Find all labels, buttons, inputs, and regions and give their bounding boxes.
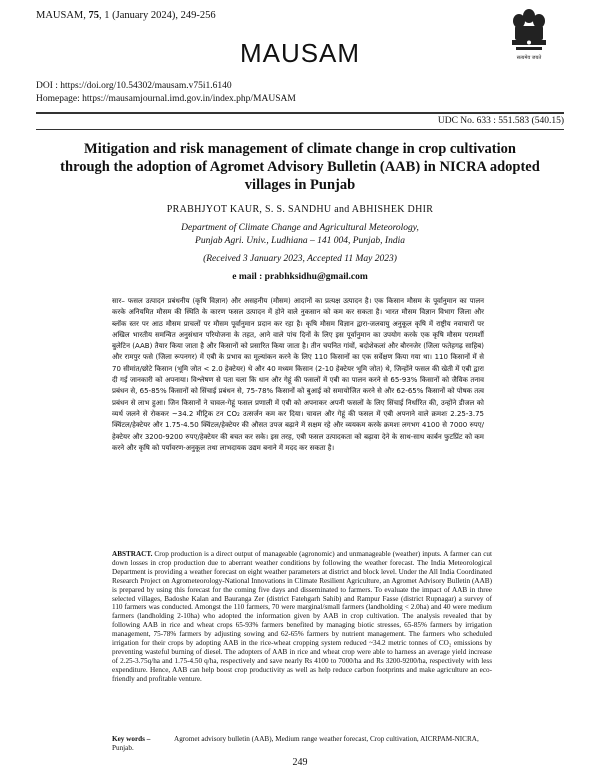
doi-block xyxy=(36,80,296,105)
header-rule xyxy=(36,112,564,114)
abstract-label: ABSTRACT. xyxy=(112,550,153,558)
english-abstract xyxy=(112,550,492,684)
journal-name: MAUSAM xyxy=(239,38,361,68)
hindi-abstract: सार– फसल उत्पादन प्रबंधनीय (कृषि विज्ञान) और असहनीय (मौसम) आदानों का प्रत्यक्ष उत्पादन है। एक किसान मौसम के पूर्वानुमान का पालन करके अनियमित मौसम की स्थिति के कारण फसल उत्पादन में होने वाले नुकसान को कम कर सकता है। भारत मौसम विज्ञान विभाग जिला और ब्लॉक स्तर पर आठ मौसम प्राचलों पर मौसम पूर्वानुमान प्रदान कर रहा है। कृषि मौसम विज्ञान द्वारा-जलवायु अनुकूल कृषि में राष्ट्रीय नवाचारों पर अखिल भारतीय समन्वित अनुसंधान परियोजना के तहत, आने वाले पांच दिनों के लिए इस पूर्वानुमान का उपयोग करके एक कृषि मौसम परामर्शी बुलेटिन (AAB) तैयार किया जाता है और किसानों को प्रसारित किया जाता है। तीन चयनित गांवों, बदोशेकलां और बौरनजेर (जिला फतेहगढ़ साहिब) और रामपुर फसे (जिला रूपनगर) में एबी के प्रभाव का मूल्यांकन करने के लिए 110 किसानों का एक सर्वेक्षण किया गया था। 110 किसानों में से 70 सीमांत/छोटे किसान (भूमि जोत < 2.0 हेक्टेयर) थे और 40 मध्यम किसान (2-10 हेक्टेयर भूमि जोत) थे, जिन्होंने फसल की खेती में एबी द्वारा दी गई जानकारी को अपनाया। विश्लेषण से पता चला कि धान और गेहूं की फसलों में एबी का पालन करने से 65-93% किसानों को जैविक तनाव प्रबंधन से, 65-85% किसानों को सिंचाई प्रबंधन से, 75-78% किसानों को बुआई को समायोजित करने से और 62-65% किसानों को पोषक तत्व प्रबंधन से लाभ हुआ। जिन किसानों ने चावल-गेहूं फसल प्रणाली में एबी को अपनाकर अपनी फसलों के लिए सिंचाई निर्धारित की, उन्होंने डीजल को व्यर्थ जलने से रोककर ~34.2 मीट्रिक टन CO₂ उत्सर्जन कम कर दिया। चावल और गेहूं की फसल में एबी अपनाने वाले क्रमशः 2.25-3.75 क्विंटल/हेक्टेयर और 1.75-4.50 क्विंटल/हेक्टेयर की औसत उपज बढ़ाने में सक्षम रहे और व्ययकम करके क्रमशः लगभग 4100 से 7000 रुपए/हेक्टेयर और 3200-9200 रुपए/हेक्टेयर की बचत कर सके। इस तरह, एबी फसल उत्पादकता को बढ़ावा देने के साथ-साथ कार्बन फुटप्रिंट को कम करने और कृषि को पर्यावरण-अनुकूल तथा लाभदायक उद्यम बनाने में मदद कर सकता है। xyxy=(112,297,484,452)
affiliation xyxy=(0,222,600,248)
keywords-text: Agromet advisory bulletin (AAB), Medium range weather forecast, Crop cultivation, AICRPAM-NICRA, Punjab. xyxy=(112,735,479,752)
national-emblem-icon xyxy=(506,6,552,64)
author-list: PRABHJYOT KAUR, S. S. SANDHU and ABHISHEK DHIR xyxy=(166,204,434,215)
udc-number: UDC No. 633 : 551.583 (540.15) xyxy=(437,116,564,126)
svg-text:सत्यमेव जयते: सत्यमेव जयते xyxy=(516,55,542,61)
affiliation-line-1: Department of Climate Change and Agricultural Meteorology, xyxy=(181,223,419,233)
author-email[interactable]: e mail : prabhksidhu@gmail.com xyxy=(232,272,368,282)
affiliation-line-2: Punjab Agri. Univ., Ludhiana – 141 004, Punjab, India xyxy=(195,236,405,246)
homepage-link[interactable]: Homepage: https://mausamjournal.imd.gov.in/index.php/MAUSAM xyxy=(36,93,296,104)
running-header-citation: MAUSAM, 75, 1 (January 2024), 249-256 xyxy=(36,10,216,21)
page-number: 249 xyxy=(292,757,308,768)
keywords xyxy=(112,735,492,753)
article-title: Mitigation and risk management of climate change in crop cultivation through the adoption of Agromet Advisory Bulletin (AAB) in NICRA adopted villages in Punjab xyxy=(60,141,540,193)
keywords-label: Key words – xyxy=(112,735,151,743)
doi-link[interactable]: DOI : https://doi.org/10.54302/mausam.v75i1.6140 xyxy=(36,81,232,91)
abstract-text: Crop production is a direct output of manageable (agronomic) and unmanageable (weather) inputs. A farmer can cut down losses in crop production due to aberrant weather conditions by following the weather forecast. The India Meteorological Department is providing a weather forecast on eight weather parameters at district and block level. Under the All India Coordinated Research Project on Agrometeorology-National Innovations in Climate Resilient Agriculture, an Agromet Advisory Bulletin (AAB) is prepared by using this forecast for the coming five days and disseminated to farmers. To evaluate the impact of AAB in three selected villages, Badoshe Kalan and Bauranga Zer (district Fatehgarh Sahib) and Rampur Fasse (district Rupnagar) a survey of 110 farmers was conducted. Amongst the 110 farmers, 70 were marginal/small farmers (landholding < 2.0ha) and 40 were medium farmers (landholding 2-10ha) who adopted the information given by AAB in crop cultivation. The analysis revealed that by following AAB in rice and wheat crops 65-93% farmers benefited by managing biotic stresses, 65-85% farmers by irrigation management, 75-78% farmers by adjusting sowing and 62-65% farmers by nutrient management. The farmers who scheduled irrigation for their crops by adopting AAB in the rice-wheat cropping system reduced ~34.2 metric tonnes of CO₂ emissions by preventing wasteful burning of diesel. The adopters of AAB in rice and wheat crop were able to harness an average yield increase of 2.25-3.75q/ha and 1.75-4.50 q/ha, respectively and save nearly Rs 4100 to 7000/ha and Rs 3200-9200/ha, respectively with less expenditure. Hence, AAB can help boost crop productivity as well as help reduce carbon footprints and make agriculture an eco-friendly and profitable venture. xyxy=(112,550,492,683)
received-dates: (Received 3 January 2023, Accepted 11 May 2023) xyxy=(203,254,397,264)
header-rule-lower xyxy=(36,129,564,130)
